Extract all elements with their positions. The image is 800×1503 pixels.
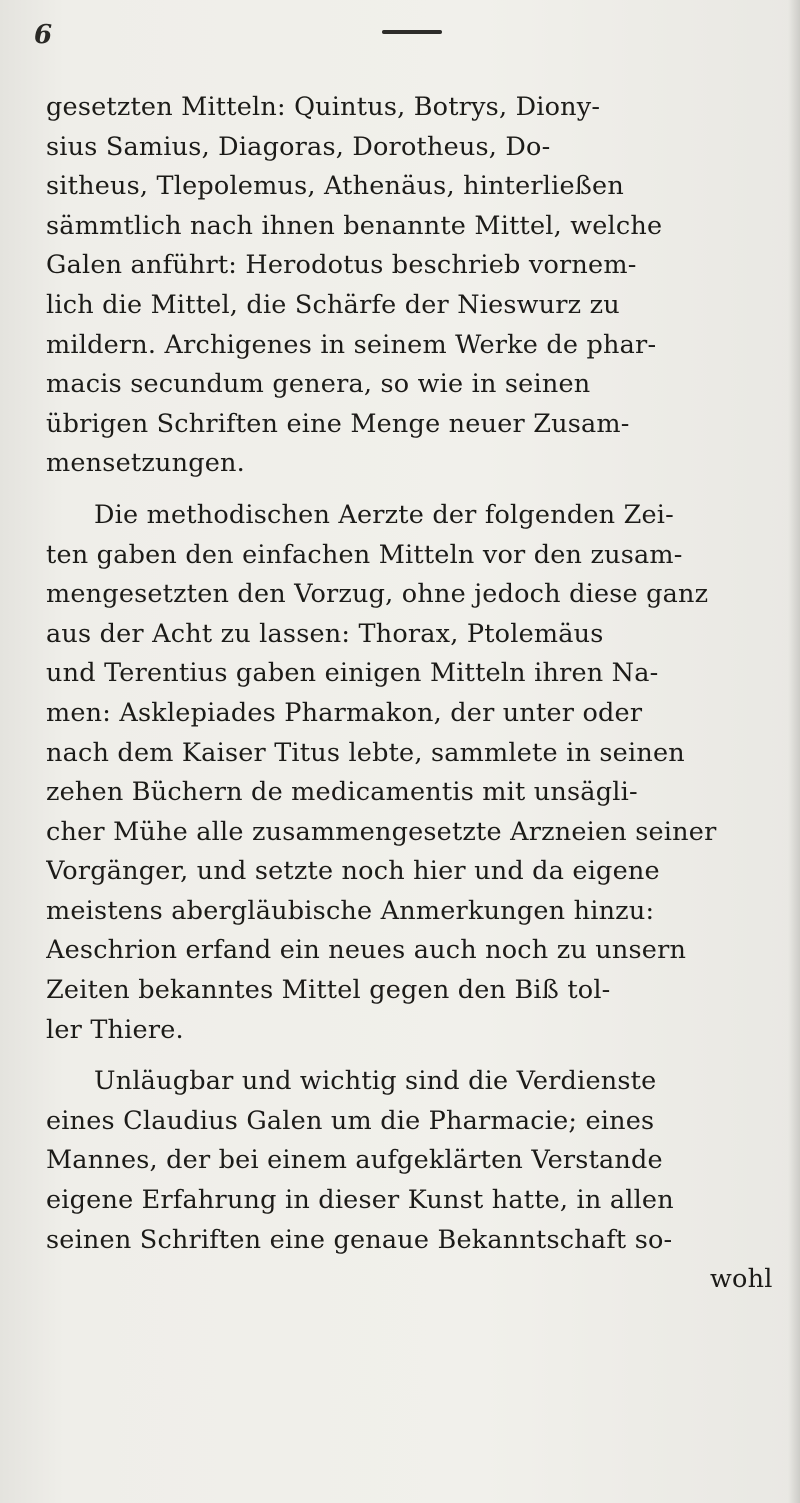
text-line: mildern. Archigenes in seinem Werke de phar- [46,329,657,360]
paragraph-1 [46,88,776,484]
text-line: men: Asklepiades Pharmakon, der unter oder [46,697,643,728]
body-text [46,88,776,1300]
text-line: ler Thiere. [46,1014,184,1045]
text-line: übrigen Schriften eine Menge neuer Zusam- [46,408,630,439]
page-header [0,16,800,56]
text-line: Unläugbar und wichtig sind die Verdienste [94,1066,657,1097]
text-line: seinen Schriften eine genaue Bekanntschaft so- [46,1224,673,1255]
signature-mark: 6 [34,20,53,50]
text-line: mengesetzten den Vorzug, ohne jedoch diese ganz [46,579,709,610]
page-edge-shadow [788,0,800,1503]
text-line: und Terentius gaben einigen Mitteln ihren Na- [46,658,659,689]
text-line: mensetzungen. [46,448,245,479]
text-line: sius Samius, Diagoras, Dorotheus, Do- [46,131,551,162]
text-line: Zeiten bekanntes Mittel gegen den Biß tol- [46,975,611,1006]
header-rule [382,30,442,34]
text-line: macis secundum genera, so wie in seinen [46,369,591,400]
text-line: Galen anführt: Herodotus beschrieb vornem- [46,250,637,281]
text-line: ten gaben den einfachen Mitteln vor den zusam- [46,539,683,570]
text-line: Die methodischen Aerzte der folgenden Zei- [94,499,674,530]
text-line: sitheus, Tlepolemus, Athenäus, hinterließen [46,171,624,202]
text-line: aus der Acht zu lassen: Thorax, Ptolemäus [46,618,604,649]
paragraph-2 [46,496,776,1050]
paragraph-3 [46,1062,776,1260]
text-line: gesetzten Mitteln: Quintus, Botrys, Diony- [46,92,601,122]
text-line: Mannes, der bei einem aufgeklärten Verstande [46,1145,663,1176]
text-line: zehen Büchern de medicamentis mit unsägli- [46,777,638,808]
text-line: Vorgänger, und setzte noch hier und da eigene [46,856,660,887]
text-line: nach dem Kaiser Titus lebte, sammlete in seinen [46,737,685,768]
catchword: wohl [710,1264,773,1295]
text-line: meistens abergläubische Anmerkungen hinzu: [46,895,655,926]
text-line: cher Mühe alle zusammengesetzte Arzneien seiner [46,816,717,847]
text-line: eines Claudius Galen um die Pharmacie; eines [46,1105,655,1136]
text-line: sämmtlich nach ihnen benannte Mittel, welche [46,210,663,241]
text-line: Aeschrion erfand ein neues auch noch zu unsern [46,935,687,966]
text-line: lich die Mittel, die Schärfe der Nieswurz zu [46,289,620,320]
text-line: eigene Erfahrung in dieser Kunst hatte, in allen [46,1185,674,1216]
